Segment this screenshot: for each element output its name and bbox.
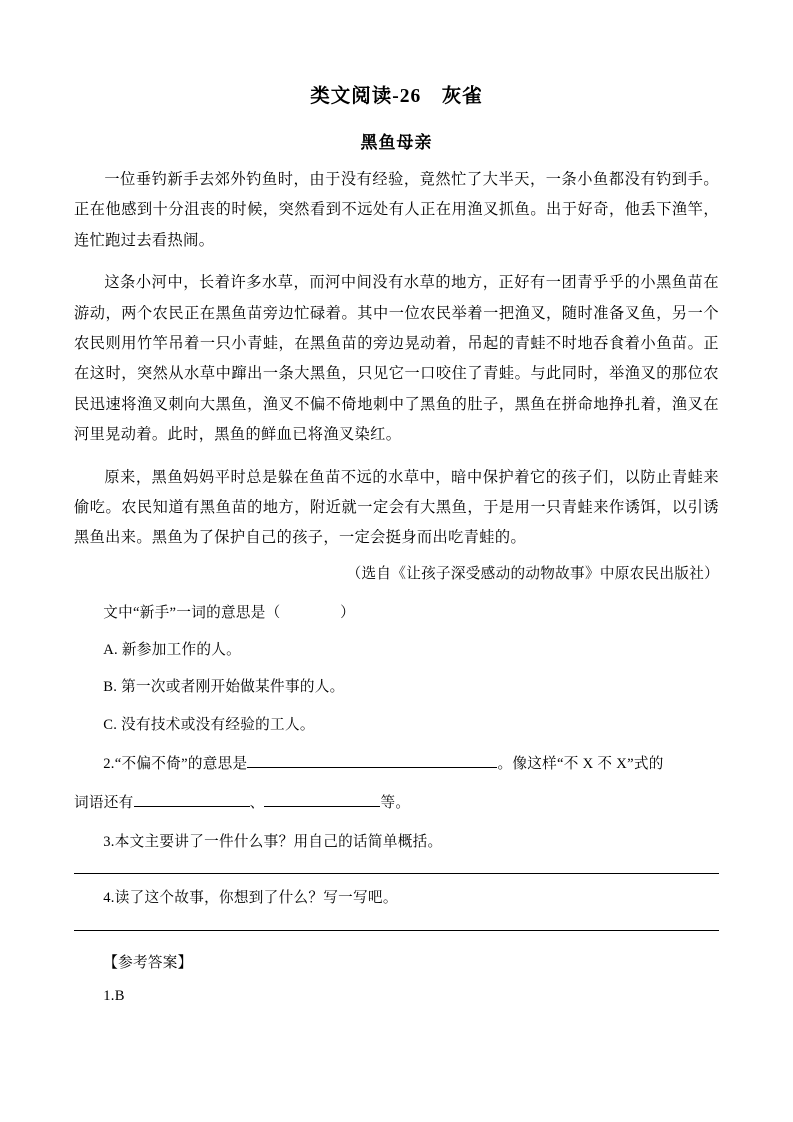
page-title: 类文阅读-26 灰雀 bbox=[310, 86, 483, 107]
question-2-text-part1: 2.“不偏不倚”的意思是 bbox=[103, 755, 248, 772]
question-2-text-part2: 。像这样“不 X 不 X”式的 bbox=[497, 755, 664, 772]
question-2-text-part4: 、 bbox=[249, 795, 265, 811]
question-3-answer-line[interactable] bbox=[74, 873, 719, 874]
question-2-blank-2[interactable] bbox=[134, 791, 250, 807]
article-paragraph-3: 原来，黑鱼妈妈平时总是躲在鱼苗不远的水草中，暗中保护着它的孩子们，以防止青蛙来偷吃。农民知道有黑鱼苗的地方，附近就一定会有大黑鱼，于是用一只青蛙来作诱饵，以引诱黑鱼出来。黑鱼为了保护自己的孩子，一定会挺身而出吃青蛙的。 bbox=[74, 468, 719, 547]
article-paragraph-2: 这条小河中，长着许多水草，而河中间没有水草的地方，正好有一团青乎乎的小黑鱼苗在游动，两个农民正在黑鱼苗旁边忙碌着。其中一位农民举着一把渔叉，随时准备叉鱼，另一个农民则用竹竿吊着一只小青蛙，在黑鱼苗的旁边晃动着，吊起的青蛙不时地吞食着小鱼苗。正在这时，突然从水草中蹿出一条大黑鱼，只见它一口咬住了青蛙。与此同时，举渔叉的那位农民迅速将渔叉刺向大黑鱼，渔叉不偏不倚地刺中了黑鱼的肚子，黑鱼在拼命地挣扎着，渔叉在河里晃动着。此时，黑鱼的鲜血已将渔叉染红。 bbox=[74, 274, 719, 444]
question-2-continued bbox=[74, 789, 719, 818]
question-1-option-a[interactable]: A. 新参加工作的人。 bbox=[103, 642, 242, 659]
question-1-option-c[interactable]: C. 没有技术或没有经验的工人。 bbox=[103, 716, 315, 733]
question-2 bbox=[74, 750, 719, 779]
answer-item-1: 1.B bbox=[103, 987, 125, 1004]
question-4-answer-line[interactable] bbox=[74, 930, 719, 931]
question-2-blank-3[interactable] bbox=[264, 791, 380, 807]
answers-heading: 【参考答案】 bbox=[103, 954, 193, 971]
question-4: 4.读了这个故事，你想到了什么？写一写吧。 bbox=[103, 890, 398, 907]
article-source: （选自《让孩子深受感动的动物故事》中原农民出版社） bbox=[346, 565, 719, 582]
question-2-text-part5: 等。 bbox=[380, 795, 411, 811]
question-3: 3.本文主要讲了一件什么事？用自己的话简单概括。 bbox=[103, 834, 443, 851]
question-2-text-part3: 词语还有 bbox=[74, 795, 134, 811]
question-1: 文中“新手”一词的意思是（ ） bbox=[103, 605, 356, 622]
article-title: 黑鱼母亲 bbox=[360, 133, 433, 152]
article-paragraph-1: 一位垂钓新手去郊外钓鱼时，由于没有经验，竟然忙了大半天，一条小鱼都没有钓到手。正在他感到十分沮丧的时候，突然看到不远处有人正在用渔叉抓鱼。出于好奇，他丢下渔竿，连忙跑过去看热闹。 bbox=[74, 171, 719, 249]
question-1-option-b[interactable]: B. 第一次或者刚开始做某件事的人。 bbox=[103, 679, 345, 696]
question-2-blank-1[interactable] bbox=[247, 752, 497, 768]
